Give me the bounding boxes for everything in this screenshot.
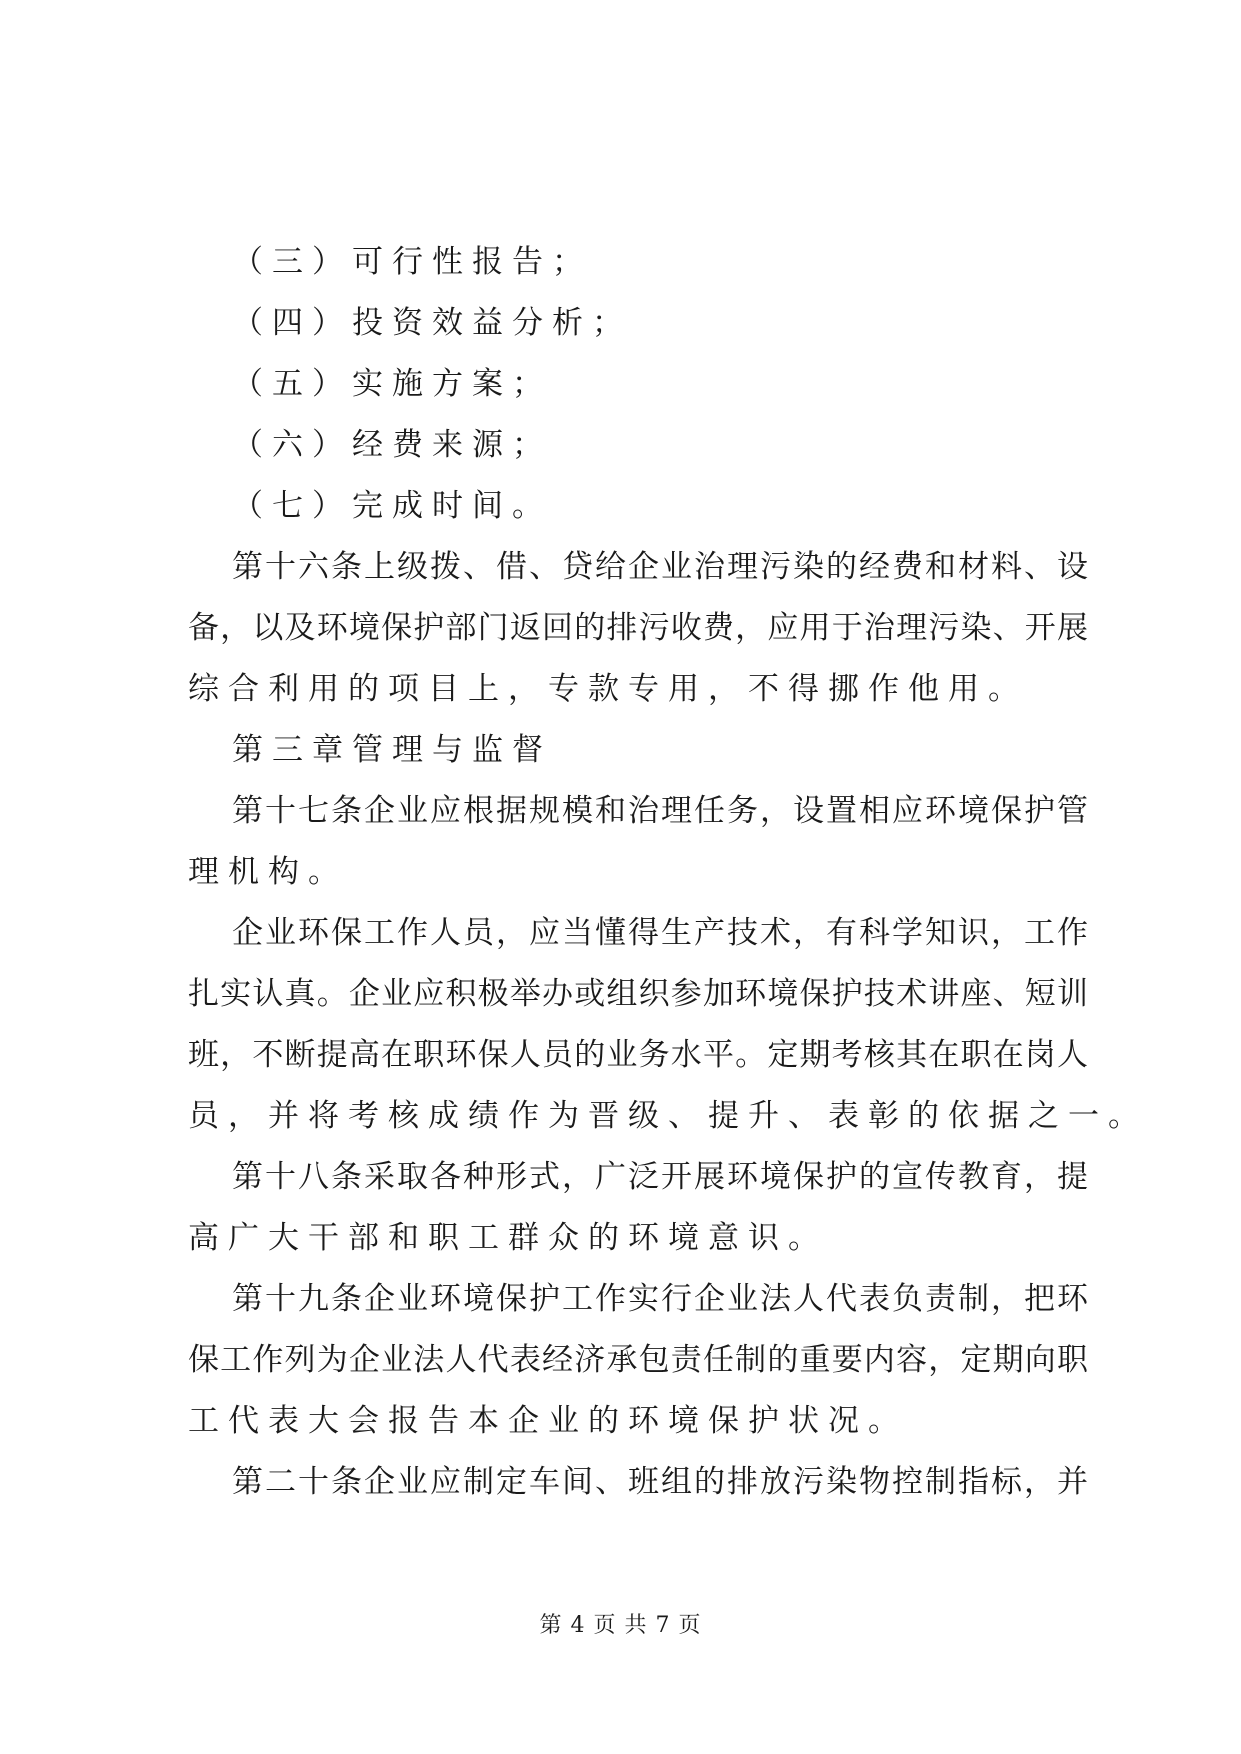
- article-18-line-1: 第十八条采取各种形式，广泛开展环境保护的宣传教育，提: [232, 1159, 1088, 1195]
- article-16-line-2: 备，以及环境保护部门返回的排污收费，应用于治理污染、开展: [188, 610, 1088, 646]
- document-body: [188, 232, 1148, 1513]
- list-item-5: （五）实施方案；: [232, 366, 552, 402]
- staff-paragraph-line-3: 班，不断提高在职环保人员的业务水平。定期考核其在职在岗人: [188, 1037, 1088, 1073]
- article-17-line-2: 理机构。: [188, 854, 348, 890]
- article-19-line-3: 工代表大会报告本企业的环境保护状况。: [188, 1403, 908, 1439]
- article-16-line-3: 综合利用的项目上，专款专用，不得挪作他用。: [188, 671, 1028, 707]
- list-item-4: （四）投资效益分析；: [232, 305, 632, 341]
- list-item-6: （六）经费来源；: [232, 427, 552, 463]
- staff-paragraph-line-1: 企业环保工作人员，应当懂得生产技术，有科学知识，工作: [232, 915, 1088, 951]
- staff-paragraph-line-4: 员，并将考核成绩作为晋级、提升、表彰的依据之一。: [188, 1098, 1148, 1134]
- article-19-line-1: 第十九条企业环境保护工作实行企业法人代表负责制，把环: [232, 1281, 1088, 1317]
- page-number-footer: 第 4 页 共 7 页: [539, 1613, 702, 1638]
- staff-paragraph-line-2: 扎实认真。企业应积极举办或组织参加环境保护技术讲座、短训: [188, 976, 1088, 1012]
- chapter-heading: 第三章管理与监督: [232, 732, 552, 768]
- article-17-line-1: 第十七条企业应根据规模和治理任务，设置相应环境保护管: [232, 793, 1088, 829]
- article-18-line-2: 高广大干部和职工群众的环境意识。: [188, 1220, 828, 1256]
- article-20-line-1: 第二十条企业应制定车间、班组的排放污染物控制指标，并: [232, 1464, 1088, 1500]
- list-item-3: （三）可行性报告；: [232, 244, 592, 280]
- article-19-line-2: 保工作列为企业法人代表经济承包责任制的重要内容，定期向职: [188, 1342, 1088, 1378]
- article-16-line-1: 第十六条上级拨、借、贷给企业治理污染的经费和材料、设: [232, 549, 1088, 585]
- list-item-7: （七）完成时间。: [232, 488, 552, 524]
